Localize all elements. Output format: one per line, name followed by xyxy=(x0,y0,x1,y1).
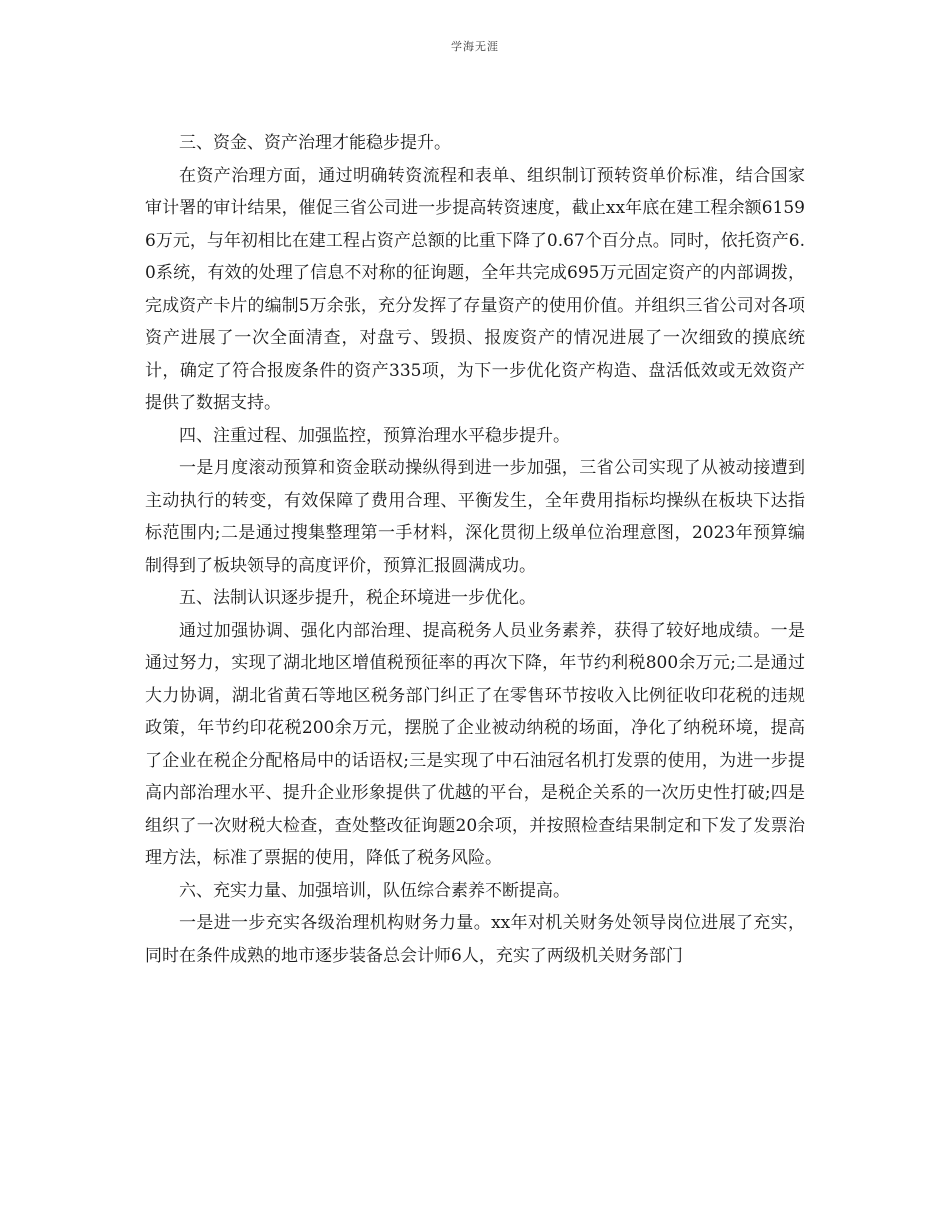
section-heading: 六、充实力量、加强培训，队伍综合素养不断提高。 xyxy=(179,880,570,901)
body-paragraph: 通过加强协调、强化内部治理、提高税务人员业务素养，获得了较好地成绩。一是通过努力，实现了湖北地区增值税预征率的再次下降，年节约利税800余万元;二是通过大力协调，湖北省黄石等地区税务部门纠正了在零售环节按收入比例征收印花税的违规政策，年节约印花税200余万元，摆脱了企业被动纳税的场面，净化了纳税环境，提高了企业在税企分配格局中的话语权;三是实现了中石油冠名机打发票的使用，为进一步提高内部治理水平、提升企业形象提供了优越的平台，是税企关系的一次历史性打破;四是组织了一次财税大检查，查处整改征询题20余项，并按照检查结果制定和下发了发票治理方法，标准了票据的使用，降低了税务风险。 xyxy=(145,620,805,868)
body-paragraph: 一是进一步充实各级治理机构财务力量。xx年对机关财务处领导岗位进展了充实，同时在条件成熟的地市逐步装备总会计师6人，充实了两级机关财务部门 xyxy=(145,913,805,966)
section-heading: 三、资金、资产治理才能稳步提升。 xyxy=(179,133,451,153)
body-paragraph: 一是月度滚动预算和资金联动操纵得到进一步加强，三省公司实现了从被动接遭到主动执行的转变，有效保障了费用合理、平衡发生，全年费用指标均操纵在板块下达指标范围内;二是通过搜集整理第一手材料，深化贯彻上级单位治理意图，2023年预算编制得到了板块领导的高度评价，预算汇报圆满成功。 xyxy=(145,458,805,576)
body-paragraph: 在资产治理方面，通过明确转资流程和表单、组织制订预转资单价标准，结合国家审计署的审计结果，催促三省公司进一步提高转资速度，截止xx年底在建工程余额61596万元，与年初相比在建工程占资产总额的比重下降了0.67个百分点。同时，依托资产6.0系统，有效的处理了信息不对称的征询题，全年共完成695万元固定资产的内部调拨，完成资产卡片的编制5万余张，充分发挥了存量资产的使用价值。并组织三省公司对各项资产进展了一次全面清查，对盘亏、毁损、报废资产的情况进展了一次细致的摸底统计，确定了符合报废条件的资产335项，为下一步优化资产构造、盘活低效或无效资产提供了数据支持。 xyxy=(145,165,805,413)
document-body xyxy=(145,127,805,972)
section-heading: 五、法制认识逐步提升，税企环境进一步优化。 xyxy=(179,588,536,608)
section-heading: 四、注重过程、加强监控，预算治理水平稳步提升。 xyxy=(179,425,570,446)
page-header: 学海无涯 xyxy=(451,40,499,53)
